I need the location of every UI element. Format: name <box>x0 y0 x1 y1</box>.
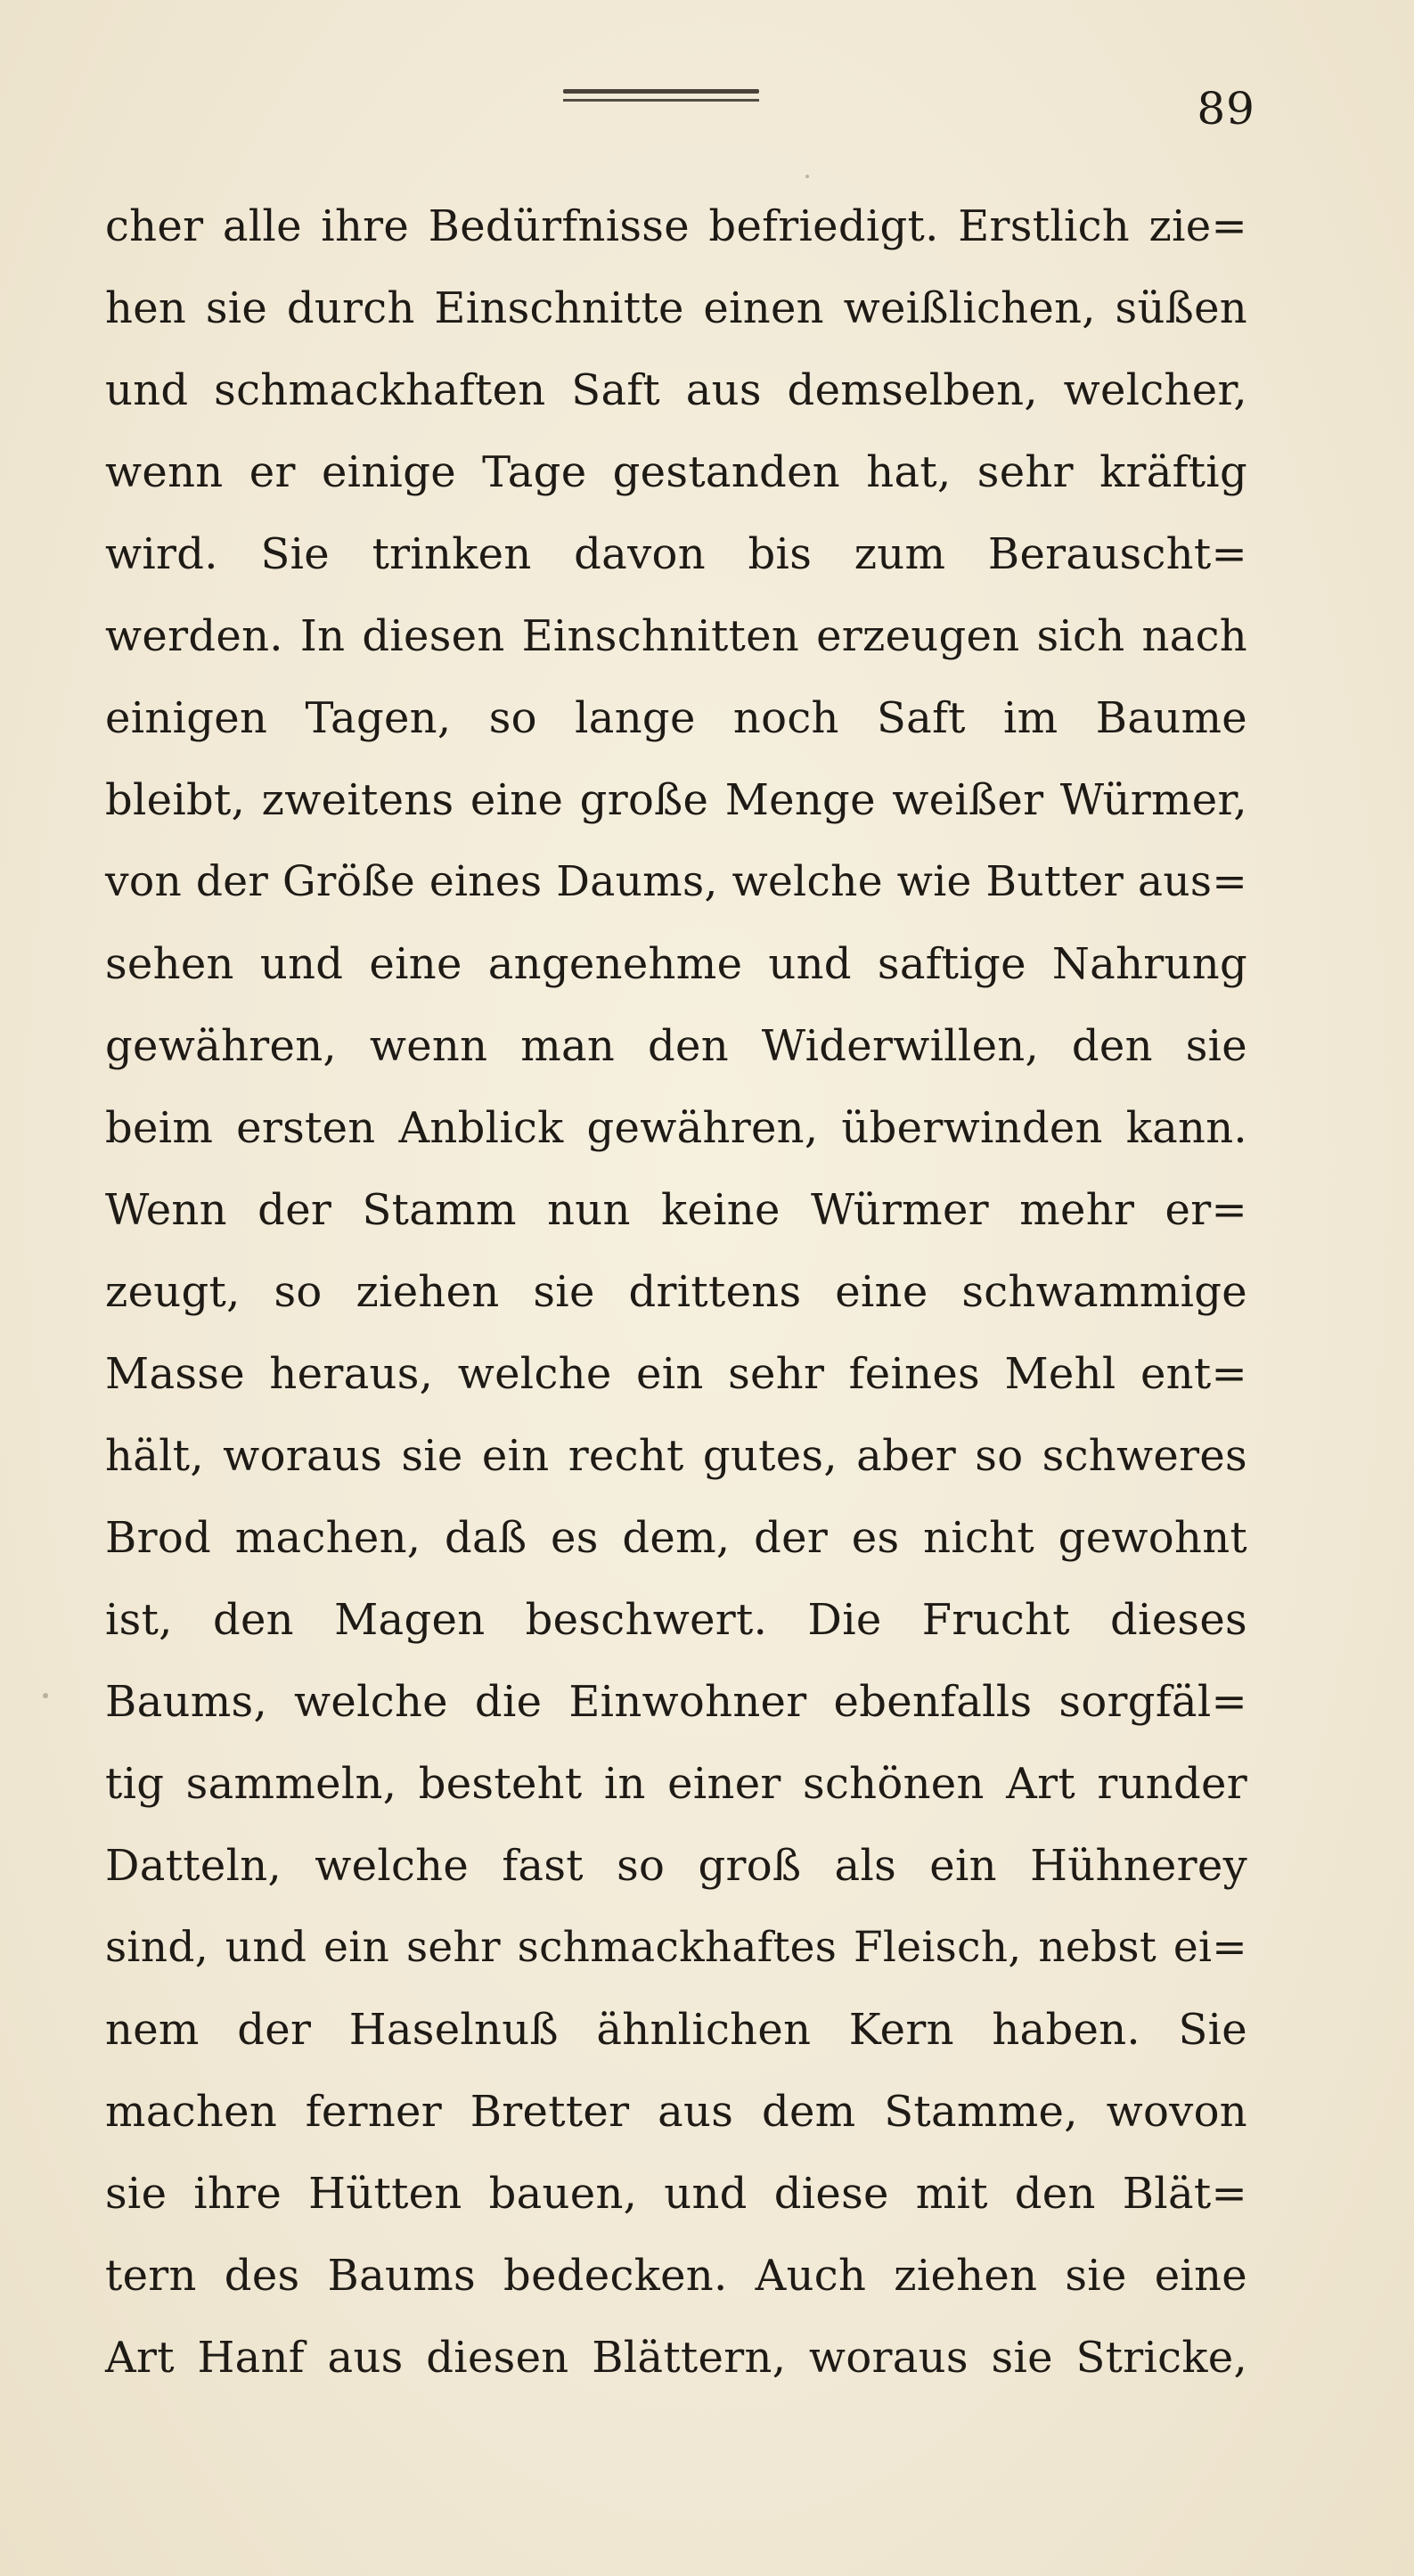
body-text <box>105 185 1247 2399</box>
text-line: gewähren, wenn man den Widerwillen, den sie <box>105 1021 1247 1071</box>
text-line: sehen und eine angenehme und saftige Nahrung <box>105 939 1247 989</box>
text-line: Masse heraus, welche ein sehr feines Mehl ent= <box>105 1349 1247 1399</box>
text-line: tern des Baums bedecken. Auch ziehen sie eine <box>105 2251 1247 2301</box>
text-line: Brod machen, daß es dem, der es nicht gewohnt <box>105 1513 1247 1563</box>
text-line: Baums, welche die Einwohner ebenfalls sorgfäl= <box>105 1677 1247 1727</box>
text-line: ist, den Magen beschwert. Die Frucht dieses <box>105 1595 1247 1645</box>
text-line: Wenn der Stamm nun keine Würmer mehr er= <box>105 1185 1247 1235</box>
text-line: einigen Tagen, so lange noch Saft im Baume <box>105 693 1247 743</box>
text-line: tig sammeln, besteht in einer schönen Art runder <box>105 1759 1247 1809</box>
paper-speck <box>43 1693 48 1698</box>
page-number: 89 <box>1197 83 1255 135</box>
text-line: sie ihre Hütten bauen, und diese mit den Blät= <box>105 2169 1247 2219</box>
text-line: Art Hanf aus diesen Blättern, woraus sie Stricke, <box>105 2333 1247 2383</box>
text-line: werden. In diesen Einschnitten erzeugen sich nach <box>105 611 1247 661</box>
text-line: hen sie durch Einschnitte einen weißlichen, süßen <box>105 283 1247 333</box>
text-line: cher alle ihre Bedürfnisse befriedigt. Erstlich zie= <box>105 201 1247 251</box>
header-rule-top <box>563 89 759 94</box>
text-line: machen ferner Bretter aus dem Stamme, wovon <box>105 2087 1247 2137</box>
paper-speck <box>805 175 809 178</box>
text-line: wird. Sie trinken davon bis zum Berauscht= <box>105 529 1247 579</box>
text-line: hält, woraus sie ein recht gutes, aber so schweres <box>105 1431 1247 1481</box>
text-line: und schmackhaften Saft aus demselben, welcher, <box>105 365 1247 415</box>
text-line: sind, und ein sehr schmackhaftes Fleisch, nebst ei= <box>105 1923 1247 1972</box>
text-line: nem der Haselnuß ähnlichen Kern haben. Sie <box>105 2005 1247 2055</box>
text-line: Datteln, welche fast so groß als ein Hühnerey <box>105 1841 1247 1891</box>
text-line: zeugt, so ziehen sie drittens eine schwammige <box>105 1267 1247 1317</box>
header-rule-bottom <box>563 99 759 102</box>
text-line: bleibt, zweitens eine große Menge weißer Würmer, <box>105 775 1247 825</box>
header-rule <box>563 89 759 103</box>
text-line: wenn er einige Tage gestanden hat, sehr kräftig <box>105 447 1247 497</box>
text-line: von der Größe eines Daums, welche wie Butter aus= <box>105 857 1247 906</box>
text-line: beim ersten Anblick gewähren, überwinden kann. <box>105 1103 1247 1153</box>
